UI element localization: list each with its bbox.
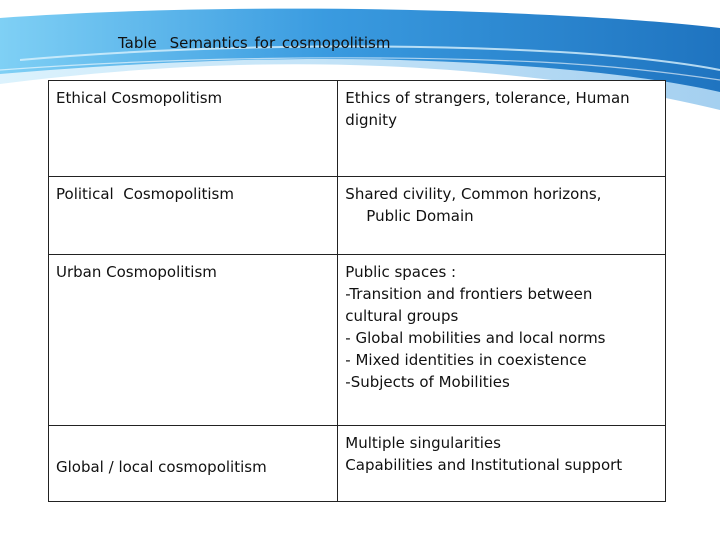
- table-row: [49, 255, 666, 426]
- semantics-line: Public spaces :: [345, 263, 457, 281]
- semantics-line: -Subjects of Mobilities: [345, 373, 510, 391]
- semantics-line: dignity: [345, 111, 397, 129]
- semantics-line: - Global mobilities and local norms: [345, 329, 606, 347]
- semantics-line: -Transition and frontiers between: [345, 285, 593, 303]
- semantics-cell: [338, 426, 666, 502]
- table-row: [49, 426, 666, 502]
- concept-cell: [49, 81, 338, 177]
- slide-title: [118, 34, 390, 52]
- semantics-cell: [338, 255, 666, 426]
- concept-label: Political Cosmopolitism: [56, 185, 234, 203]
- semantics-cell: [338, 81, 666, 177]
- semantics-line: Ethics of strangers, tolerance, Human: [345, 89, 630, 107]
- title-caption: Table: [118, 34, 157, 52]
- table-row: [49, 177, 666, 255]
- concept-label: Urban Cosmopolitism: [56, 263, 217, 281]
- semantics-line: - Mixed identities in coexistence: [345, 351, 587, 369]
- semantics-line: Public Domain: [366, 207, 474, 225]
- semantics-table: [48, 80, 666, 502]
- semantics-line: Capabilities and Institutional support: [345, 456, 623, 474]
- semantics-line: Shared civility, Common horizons,: [345, 185, 602, 203]
- title-text: Semantics for cosmopolitism: [169, 34, 391, 52]
- semantics-line: Multiple singularities: [345, 434, 501, 452]
- concept-cell: [49, 426, 338, 502]
- concept-cell: [49, 255, 338, 426]
- semantics-line: cultural groups: [345, 307, 459, 325]
- concept-label: Global / local cosmopolitism: [56, 457, 267, 476]
- semantics-cell: [338, 177, 666, 255]
- concept-cell: [49, 177, 338, 255]
- concept-label: Ethical Cosmopolitism: [56, 89, 223, 107]
- table-row: [49, 81, 666, 177]
